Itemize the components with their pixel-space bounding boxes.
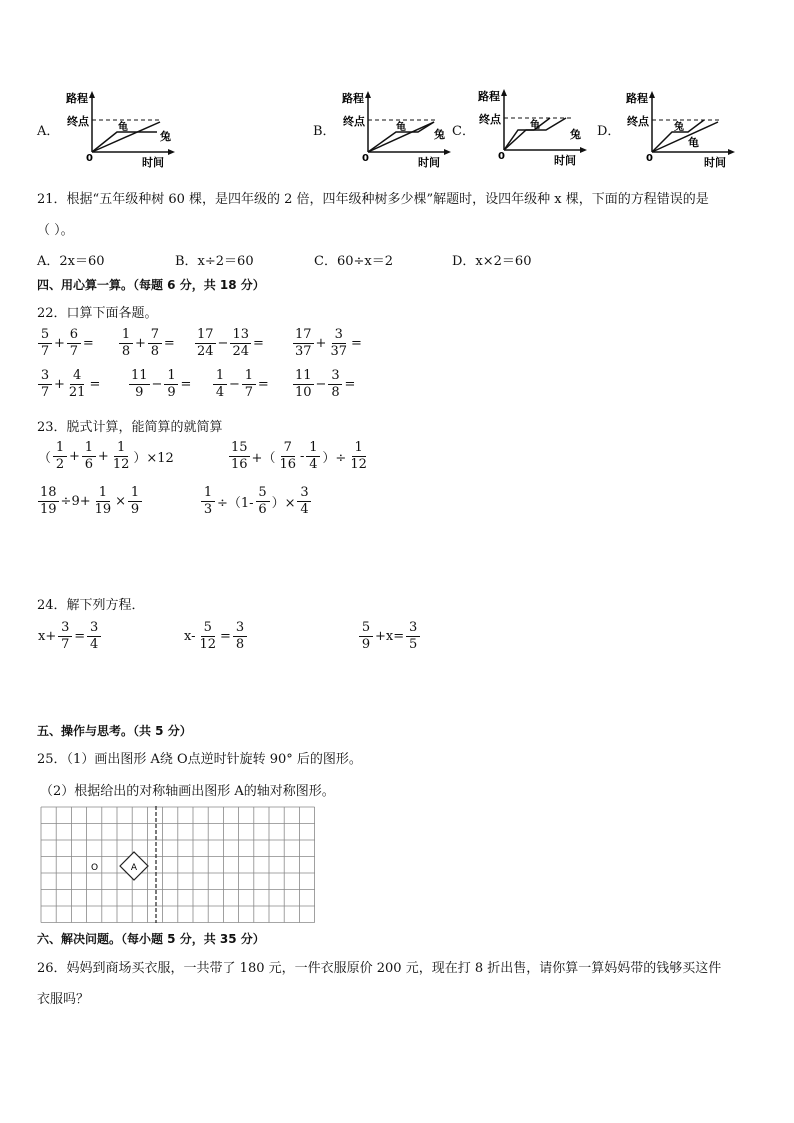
end-label: 终点 <box>67 115 89 128</box>
section-4-title: 四、用心算一算。（每题 6 分，共 18 分） <box>37 278 265 292</box>
graph-c <box>474 86 594 166</box>
q21-option-c[interactable]: C．60÷x＝2 <box>314 254 393 269</box>
q23-expr-1: （ $\frac{1}{2}$ + $\frac{1}{6}$ + $\frac{1}{12}$ ）×12 <box>38 440 174 472</box>
q21-stem-line2: （ ）。 <box>37 223 74 238</box>
oral-calc-item: $\frac{11}{9}$ − $\frac{1}{9}$ = <box>131 368 192 400</box>
oral-calc-item: $\frac{1}{8}$ + $\frac{7}{8}$ = <box>118 327 176 360</box>
q24-equation-2: x- $\frac{5}{12}$ = $\frac{3}{8}$ <box>183 620 248 653</box>
series-label-b: 龟 <box>688 136 699 149</box>
q21-stem-line1: 21．根据“五年级种树 60 棵，是四年级的 2 倍，四年级种树多少棵”解题时，设四年级种 x 棵，下面的方程错误的是 <box>37 192 709 207</box>
series-label-b: 兔 <box>434 128 445 141</box>
q24-equation-3: $\frac{5}{9}$ +x= $\frac{3}{5}$ <box>358 620 421 653</box>
q21-option-b[interactable]: B．x÷2＝60 <box>175 254 254 269</box>
series-label-b: 兔 <box>160 130 171 143</box>
oral-calc-item: $\frac{17}{37}$ + $\frac{3}{37}$ = <box>295 327 362 359</box>
xlabel: 时间 <box>554 154 576 166</box>
oral-calc-item: $\frac{3}{7}$ + $\frac{4}{21}$ = <box>37 368 101 401</box>
q26-line1: 26．妈妈到商场买衣服，一共带了 180 元，一件衣服原价 200 元，现在打 8 折出售，请你算一算妈妈带的钱够买这件 <box>37 961 722 976</box>
q22-stem: 22．口算下面各题。 <box>37 306 158 321</box>
q24-stem: 24．解下列方程． <box>37 598 145 613</box>
ylabel: 路程 <box>626 92 648 105</box>
origin-label: 0 <box>498 151 505 162</box>
shape-a-label: A <box>130 863 138 873</box>
graph-d <box>622 88 742 168</box>
end-label: 终点 <box>479 113 501 126</box>
series-label-a: 龟 <box>118 122 128 133</box>
end-label: 终点 <box>343 115 365 128</box>
q23-expr-2: $\frac{15}{16}$ +（ $\frac{7}{16}$ - $\frac{1}{4}$ ）÷ $\frac{1}{12}$ <box>231 440 367 472</box>
series-label-a: 龟 <box>396 122 406 133</box>
xlabel: 时间 <box>418 156 440 168</box>
origin-label: 0 <box>362 153 369 164</box>
origin-label: 0 <box>86 153 93 164</box>
ylabel: 路程 <box>478 90 500 103</box>
q21-option-d[interactable]: D．x×2＝60 <box>452 254 532 269</box>
oral-calc-item: $\frac{1}{4}$ − $\frac{1}{7}$ = <box>212 368 270 401</box>
series-label-b: 兔 <box>570 128 581 141</box>
point-o-label: O <box>91 863 99 873</box>
oral-calc-item: $\frac{17}{24}$ − $\frac{13}{24}$ = <box>197 327 264 359</box>
q25-line2: （2）根据给出的对称轴画出图形 A的轴对称图形。 <box>40 784 335 799</box>
oral-calc-item: $\frac{11}{10}$ − $\frac{3}{8}$ = <box>295 368 356 400</box>
series-label-a: 兔 <box>674 122 684 133</box>
graph-a <box>62 88 182 168</box>
q25-line1: 25．（1）画出图形 A绕 O点逆时针旋转 90° 后的图形。 <box>37 752 362 767</box>
xlabel: 时间 <box>704 156 726 168</box>
option-letter-d: D． <box>597 124 621 139</box>
ylabel: 路程 <box>342 92 364 105</box>
section-6-title: 六、解决问题。（每小题 5 分，共 35 分） <box>37 932 265 946</box>
graph-b <box>338 88 458 168</box>
q26-line2: 衣服吗？ <box>37 992 90 1007</box>
q23-stem: 23．脱式计算，能简算的就简算 <box>37 420 223 435</box>
q23-expr-3: $\frac{18}{19}$ ÷9+ $\frac{1}{19}$ × $\frac{1}{9}$ <box>37 485 143 518</box>
ylabel: 路程 <box>66 92 88 105</box>
oral-calc-item: $\frac{5}{7}$ + $\frac{6}{7}$ = <box>37 327 95 360</box>
section-5-title: 五、操作与思考。（共 5 分） <box>37 724 192 738</box>
q21-option-a[interactable]: A．2x＝60 <box>37 254 105 269</box>
origin-label: 0 <box>646 153 653 164</box>
q24-equation-1: x+ $\frac{3}{7}$ = $\frac{3}{4}$ <box>37 620 102 653</box>
q23-expr-4: $\frac{1}{3}$ ÷（1- $\frac{5}{6}$ ）× $\frac{3}{4}$ <box>200 485 312 518</box>
option-letter-a: A． <box>37 124 60 139</box>
q25-grid[interactable] <box>40 806 316 926</box>
option-letter-c: C． <box>452 124 475 139</box>
series-label-a: 龟 <box>530 120 540 131</box>
option-letter-b: B． <box>313 124 336 139</box>
end-label: 终点 <box>627 115 649 128</box>
xlabel: 时间 <box>142 156 164 168</box>
